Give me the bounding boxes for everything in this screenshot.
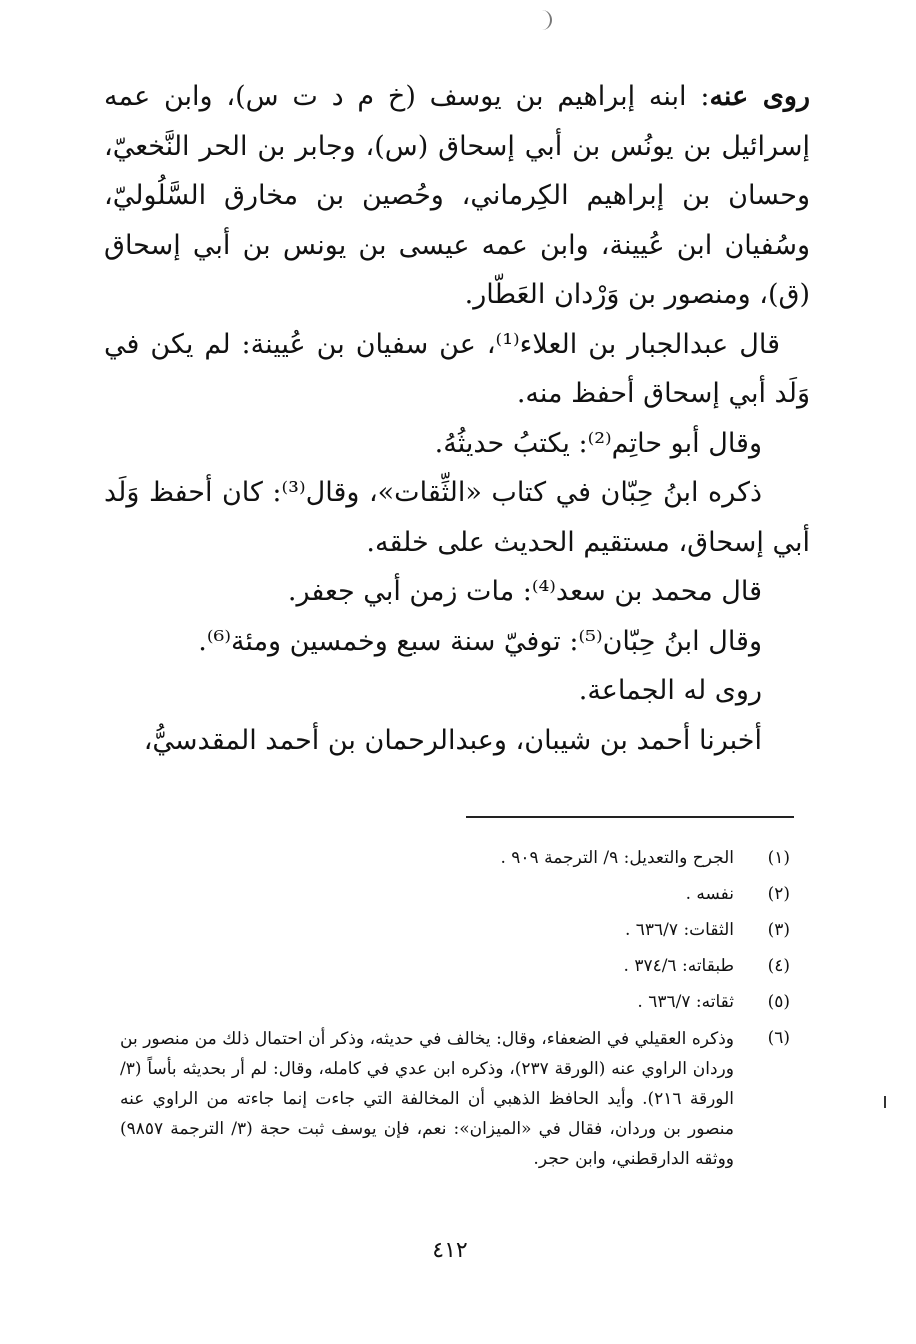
footnote-item	[120, 952, 790, 981]
margin-mark	[884, 1096, 886, 1108]
paragraph-narrators-text: : ابنه إبراهيم بن يوسف (خ م د ت س)، وابن عمه إسرائيل بن يونُس بن أبي إسحاق (س)، وجابر بن الحر النَّخعيّ، وحسان بن إبراهيم الكِرماني، وحُصين بن مخارق السَّلُوليّ، وسُفيان ابن عُيينة، وابن عمه عيسى بن يونس بن أبي إسحاق (ق)، ومنصور بن وَرْدان العَطّار.	[104, 81, 810, 310]
footnote-item	[120, 916, 790, 945]
paragraph-akhbarana: أخبرنا أحمد بن شيبان، وعبدالرحمان بن أحمد المقدسيُّ،	[143, 724, 762, 756]
paragraph-abu-hatim: وقال أبو حاتِم⁽²⁾: يكتبُ حديثُهُ.	[434, 427, 762, 459]
footnote-item	[120, 988, 790, 1017]
footnotes	[120, 844, 790, 1181]
footnote-text: الثقات: ٦٣٦/٧ .	[624, 920, 734, 940]
paragraph-death: وقال ابنُ حِبّان⁽⁵⁾: توفيّ سنة سبع وخمسين ومئة⁽⁶⁾.	[198, 625, 762, 657]
footnote-text: طبقاته: ٣٧٤/٦ .	[623, 956, 734, 976]
footnote-number: (٤)	[767, 956, 790, 976]
footnote-item	[120, 880, 790, 909]
section-lead: روى عنه	[709, 81, 811, 112]
paragraph-ibn-hibban: ذكره ابنُ حِبّان في كتاب «الثِّقات»، وقال⁽³⁾: كان أحفظ وَلَد أبي إسحاق، مستقيم الحديث على خلقه.	[104, 477, 810, 558]
paragraph-ibn-saad: قال محمد بن سعد⁽⁴⁾: مات زمن أبي جعفر.	[287, 576, 762, 607]
footnote-separator	[466, 816, 794, 818]
footnote-text: وذكره العقيلي في الضعفاء، وقال: يخالف في حديثه، وذكر أن احتمال ذلك من منصور بن وردان الراوي عنه (الورقة ٢٣٧)، وذكره ابن عدي في كامله، وقال: لم أر بحديثه بأساً (٣/ الورقة ٢١٦). وأيد الحافظ الذهبي أن المخالفة التي جاءت إنما جاءته من الراوي عنه منصور بن وردان، فقال في «الميزان»: نعم، فإن يوسف ثبت حجة (٣/ الترجمة ٩٨٥٧) ووثقه الدارقطني، وابن حجر.	[120, 1029, 734, 1169]
footnote-number: (٦)	[767, 1028, 790, 1048]
page-corner-mark	[540, 10, 552, 30]
footnote-text: ثقاته: ٦٣٦/٧ .	[637, 992, 734, 1012]
footnote-number: (٢)	[767, 884, 790, 904]
footnote-text: الجرح والتعديل: ٩/ الترجمة ٩٠٩ .	[500, 848, 734, 868]
paragraph-jamaa: روى له الجماعة.	[578, 675, 762, 706]
footnote-text: نفسه .	[685, 884, 734, 904]
footnote-item	[120, 844, 790, 873]
paragraph-abduljabbar: قال عبدالجبار بن العلاء⁽¹⁾، عن سفيان بن عُيينة: لم يكن في وَلَد أبي إسحاق أحفظ منه.	[104, 328, 810, 409]
page-number: ٤١٢	[432, 1238, 468, 1263]
footnote-item	[120, 1024, 790, 1174]
paragraph-narrators	[104, 72, 810, 320]
main-text	[104, 72, 810, 765]
footnote-number: (٣)	[767, 920, 790, 940]
footnote-number: (٥)	[767, 992, 790, 1012]
footnote-number: (١)	[767, 848, 790, 868]
